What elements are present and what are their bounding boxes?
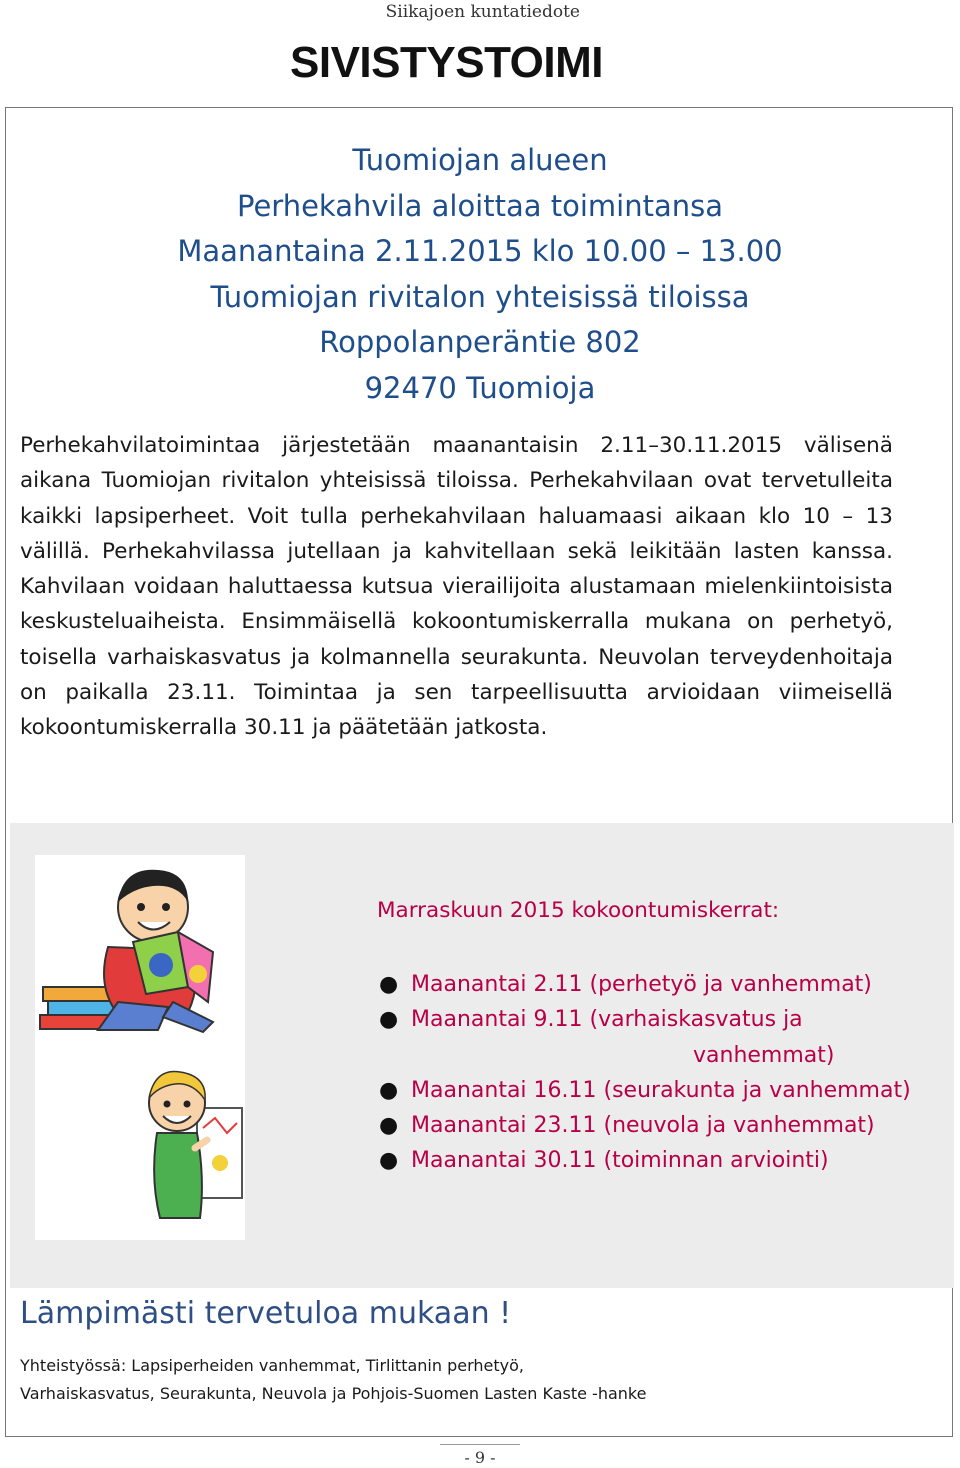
bullet-icon: ● (379, 1113, 399, 1139)
credits-line-2: Varhaiskasvatus, Seurakunta, Neuvola ja Pohjois-Suomen Lasten Kaste -hanke (20, 1384, 647, 1403)
bullet-icon: ● (379, 1077, 399, 1103)
girl-holding-drawing-icon (145, 1068, 245, 1233)
headline-line-3: Maanantaina 2.11.2015 klo 10.00 – 13.00 (177, 234, 783, 268)
list-item: ● Maanantai 30.11 (toiminnan arviointi) (377, 1143, 911, 1178)
credits-line-1: Yhteistyössä: Lapsiperheiden vanhemmat, Tirlittanin perhetyö, (20, 1356, 524, 1375)
welcome-text: Lämpimästi tervetuloa mukaan ! (20, 1296, 512, 1331)
schedule-list (377, 967, 911, 1179)
footer-divider (440, 1444, 520, 1445)
headline-line-6: 92470 Tuomioja (364, 370, 596, 405)
list-item: ● Maanantai 2.11 (perhetyö ja vanhemmat) (377, 967, 911, 1002)
bullet-icon: ● (379, 1007, 399, 1033)
bullet-icon: ● (379, 972, 399, 997)
article-body: Perhekahvilatoimintaa järjestetään maanantaisin 2.11–30.11.2015 välisenä aikana Tuomiojan rivitalon yhteisissä tiloissa. Perhekahvilaan ovat tervetulleita kaikki lapsiperheet. Voit tulla perhekahvilaan haluamaasi aikaan klo 10 – 13 välillä. Perhekahvilassa jutellaan ja kahvitellaan sekä leikitään lasten kanssa. Kahvilaan voidaan haluttaessa kutsua vierailijoita alustamaan mielenkiintoisista keskusteluaiheista. Ensimmäisellä kokoontumiskerralla mukana on perhetyö, toisella varhaiskasvatus ja kolmannella seurakunta. Neuvolan terveydenhoitaja on paikalla 23.11. Toimintaa ja sen tarpeellisuutta arvioidaan viimeisellä kokoontumiskerralla 30.11 ja päätetään jatkosta. (20, 433, 893, 741)
headline-line-4: Tuomiojan rivitalon yhteisissä tiloissa (210, 279, 750, 314)
list-item: ● Maanantai 16.11 (seurakunta ja vanhemmat) (377, 1073, 911, 1108)
publication-header: Siikajoen kuntatiedote (385, 2, 580, 22)
section-title: SIVISTYSTOIMI (290, 38, 603, 87)
bullet-icon: ● (379, 1148, 399, 1174)
headline-line-2: Perhekahvila aloittaa toimintansa (236, 188, 724, 223)
article-headline (0, 138, 960, 411)
boy-reading-book-icon (38, 862, 243, 1037)
headline-line-5: Roppolanperäntie 802 (319, 325, 641, 359)
list-item: ● Maanantai 9.11 (varhaiskasvatus ja vanhemmat) (377, 1002, 911, 1073)
headline-line-1: Tuomiojan alueen (352, 143, 608, 177)
schedule-heading: Marraskuun 2015 kokoontumiskerrat: (377, 898, 780, 923)
list-item: ● Maanantai 23.11 (neuvola ja vanhemmat) (377, 1108, 911, 1143)
page-number: - 9 - (464, 1448, 496, 1467)
credits (20, 1352, 646, 1408)
